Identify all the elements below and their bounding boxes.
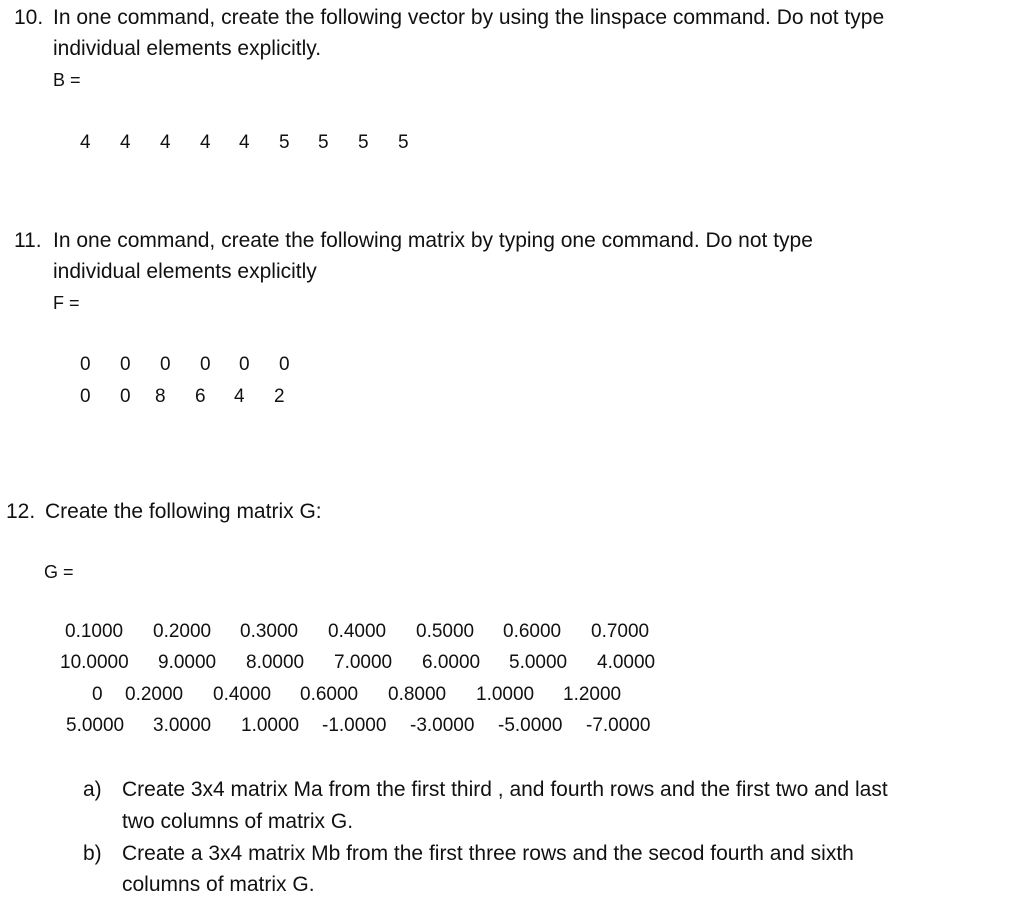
vector-value: 5 [398, 132, 409, 153]
matrix-cell: 6 [195, 386, 206, 407]
matrix-cell: 8.0000 [246, 652, 305, 673]
matrix-cell: 4 [234, 386, 245, 407]
vector-value: 5 [318, 132, 329, 153]
matrix-cell: 0.6000 [300, 684, 359, 705]
matrix-cell: 0.5000 [416, 621, 475, 642]
matrix-cell: 0 [279, 354, 290, 375]
vector-value: 5 [279, 132, 290, 153]
matrix-cell: -1.0000 [322, 715, 387, 736]
matrix-cell: 1.0000 [476, 684, 535, 705]
vector-value: 4 [120, 132, 131, 153]
matrix-cell: 2 [274, 386, 285, 407]
part-text-line1: Create a 3x4 matrix Mb from the first three rows and the secod fourth and sixth [122, 842, 854, 865]
matrix-cell: 0 [92, 684, 103, 705]
matrix-cell: 0.4000 [213, 684, 272, 705]
matrix-cell: 0 [120, 354, 131, 375]
matrix-cell: 5.0000 [66, 715, 125, 736]
matrix-cell: 9.0000 [158, 652, 217, 673]
matrix-cell: 0.2000 [153, 621, 212, 642]
matrix-cell: 0.6000 [503, 621, 562, 642]
matrix-cell: 1.2000 [563, 684, 622, 705]
matrix-cell: 8 [155, 386, 166, 407]
question-number: 11. [14, 229, 42, 252]
vector-value: 5 [358, 132, 369, 153]
matrix-cell: 6.0000 [422, 652, 481, 673]
variable-label: G = [44, 562, 74, 582]
matrix-cell: 1.0000 [241, 715, 300, 736]
part-label: b) [83, 842, 102, 865]
matrix-cell: 0 [239, 354, 250, 375]
vector-value: 4 [80, 132, 91, 153]
part-text-line2: columns of matrix G. [122, 873, 315, 896]
part-text-line2: two columns of matrix G. [122, 810, 354, 833]
matrix-cell: 3.0000 [153, 715, 212, 736]
matrix-cell: 10.0000 [60, 652, 129, 673]
matrix-cell: 0.1000 [65, 621, 124, 642]
matrix-cell: 7.0000 [334, 652, 393, 673]
matrix-cell: 4.0000 [597, 652, 656, 673]
question-number: 12. [6, 500, 36, 523]
matrix-cell: 0.4000 [328, 621, 387, 642]
matrix-cell: -5.0000 [498, 715, 563, 736]
vector-value: 4 [160, 132, 171, 153]
matrix-cell: -7.0000 [586, 715, 651, 736]
question-text-line1: Create the following matrix G: [45, 500, 322, 523]
matrix-cell: 0.7000 [591, 621, 650, 642]
matrix-cell: -3.0000 [410, 715, 475, 736]
matrix-cell: 0 [200, 354, 211, 375]
question-text-line1: In one command, create the following vector by using the linspace command. Do not type [53, 6, 885, 29]
question-text-line1: In one command, create the following matrix by typing one command. Do not type [53, 229, 813, 252]
question-text-line2: individual elements explicitly [53, 260, 317, 283]
question-number: 10. [14, 6, 44, 29]
matrix-cell: 0.8000 [388, 684, 447, 705]
matrix-cell: 5.0000 [509, 652, 568, 673]
matrix-cell: 0.2000 [125, 684, 184, 705]
part-label: a) [83, 778, 102, 801]
vector-value: 4 [200, 132, 211, 153]
question-text-line2: individual elements explicitly. [53, 37, 322, 60]
matrix-cell: 0 [160, 354, 171, 375]
part-text-line1: Create 3x4 matrix Ma from the first third , and fourth rows and the first two and last [122, 778, 888, 801]
matrix-cell: 0 [80, 386, 91, 407]
vector-value: 4 [239, 132, 250, 153]
variable-label: B = [53, 70, 81, 90]
matrix-cell: 0.3000 [240, 621, 299, 642]
matrix-cell: 0 [80, 354, 91, 375]
matrix-cell: 0 [120, 386, 131, 407]
variable-label: F = [53, 293, 80, 313]
